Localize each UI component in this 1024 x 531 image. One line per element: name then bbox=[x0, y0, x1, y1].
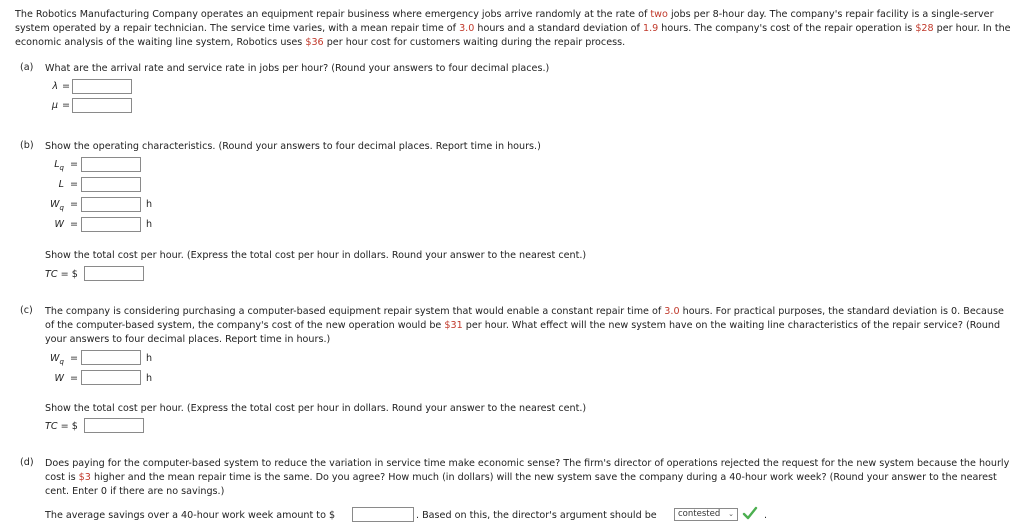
part-b-label: (b) bbox=[20, 140, 34, 151]
wq-c-unit: h bbox=[146, 353, 153, 364]
tc-c-label: TC = $ bbox=[45, 421, 78, 432]
w-c-label: W bbox=[54, 373, 64, 384]
lambda-label: λ bbox=[52, 81, 58, 92]
w-label: W bbox=[54, 219, 64, 230]
mu-label: μ bbox=[51, 100, 58, 111]
mu-input[interactable] bbox=[72, 98, 132, 113]
arrival-count: two bbox=[650, 9, 668, 20]
wq-c-input[interactable] bbox=[81, 350, 141, 365]
w-c-unit: h bbox=[146, 373, 153, 384]
part-a-label: (a) bbox=[20, 62, 34, 73]
tc-b-label: TC = $ bbox=[45, 269, 78, 280]
w-unit: h bbox=[146, 219, 153, 230]
waiting-cost: $36 bbox=[305, 37, 324, 48]
wq-label: $W_q$ bbox=[50, 199, 64, 212]
w-c-input[interactable] bbox=[81, 370, 141, 385]
director-argument-label: . Based on this, the director's argument should be bbox=[416, 510, 657, 521]
wq-eq: = bbox=[70, 199, 79, 210]
wq-unit: h bbox=[146, 199, 153, 210]
problem-statement: The Robotics Manufacturing Company operates an equipment repair business where emergency jobs arrive randomly at the rate of two jobs per 8-hour day. The company's repair facility is a single-server system operated by a repair technician. The service time varies, with a mean repair time of 3.0 hours and a standard deviation of 1.9 hours. The company's cost of the repair operation is $28 per hour. In the economic analysis of the waiting line system, Robotics uses $36 per hour cost for customers waiting during the repair process. bbox=[15, 9, 1011, 48]
mu-eq: = bbox=[62, 100, 71, 111]
mean-repair-time: 3.0 bbox=[459, 23, 475, 34]
check-icon bbox=[742, 505, 758, 521]
chevron-down-icon: ⌄ bbox=[728, 510, 734, 518]
part-b-question: Show the operating characteristics. (Round your answers to four decimal places. Report time in hours.) bbox=[45, 141, 541, 152]
savings-label: The average savings over a 40-hour work week amount to $ bbox=[45, 510, 336, 521]
std-deviation: 1.9 bbox=[642, 23, 659, 34]
new-operation-cost: $31 bbox=[444, 320, 463, 331]
hourly-cost-difference: $3 bbox=[78, 472, 91, 483]
l-input[interactable] bbox=[81, 177, 141, 192]
trailing-period: . bbox=[764, 510, 768, 521]
lq-label: $L_q$ bbox=[54, 159, 64, 172]
lq-input[interactable] bbox=[81, 157, 141, 172]
w-eq: = bbox=[70, 219, 79, 230]
w-input[interactable] bbox=[81, 217, 141, 232]
wq-c-label: $W_q$ bbox=[50, 353, 64, 366]
lambda-input[interactable] bbox=[72, 79, 132, 94]
tc-b-input[interactable] bbox=[84, 266, 144, 281]
wq-input[interactable] bbox=[81, 197, 141, 212]
w-c-eq: = bbox=[70, 373, 79, 384]
part-d-label: (d) bbox=[20, 457, 34, 468]
tc-c-input[interactable] bbox=[84, 418, 144, 433]
part-c-label: (c) bbox=[20, 305, 33, 316]
l-label: L bbox=[58, 179, 64, 190]
repair-cost: $28 bbox=[915, 23, 934, 34]
lambda-eq: = bbox=[62, 81, 71, 92]
lq-eq: = bbox=[70, 159, 79, 170]
part-a-question: What are the arrival rate and service rate in jobs per hour? (Round your answers to four decimal places.) bbox=[45, 63, 550, 74]
part-b-cost-question: Show the total cost per hour. (Express the total cost per hour in dollars. Round your answer to the nearest cent.) bbox=[45, 250, 587, 261]
savings-input[interactable] bbox=[352, 507, 414, 522]
part-d-question: Does paying for the computer-based system to reduce the variation in service time make economic sense? The firm's director of operations rejected the request for the new system because the hourly cost is $3 higher and the mean repair time is the same. Do you agree? How much (in dollars) will the new system save the company during a 40-hour work week? (Round your answer to the nearest cent. Enter 0 if there are no savings.) bbox=[45, 458, 1010, 497]
l-eq: = bbox=[70, 179, 79, 190]
part-c-cost-question: Show the total cost per hour. (Express the total cost per hour in dollars. Round your answer to the nearest cent.) bbox=[45, 403, 587, 414]
director-argument-select[interactable]: contested ⌄ bbox=[674, 508, 738, 521]
wq-c-eq: = bbox=[70, 353, 79, 364]
part-c-question: The company is considering purchasing a computer-based equipment repair system that would enable a constant repair time of 3.0 hours. For practical purposes, the standard deviation is 0. Because of the computer-based system, the company's cost of the new operation would be $31 per hour. What effect will the new system have on the waiting line characteristics of the repair service? (Round your answers to four decimal places. Report time in hours.) bbox=[45, 306, 1004, 345]
constant-repair-time: 3.0 bbox=[664, 306, 680, 317]
